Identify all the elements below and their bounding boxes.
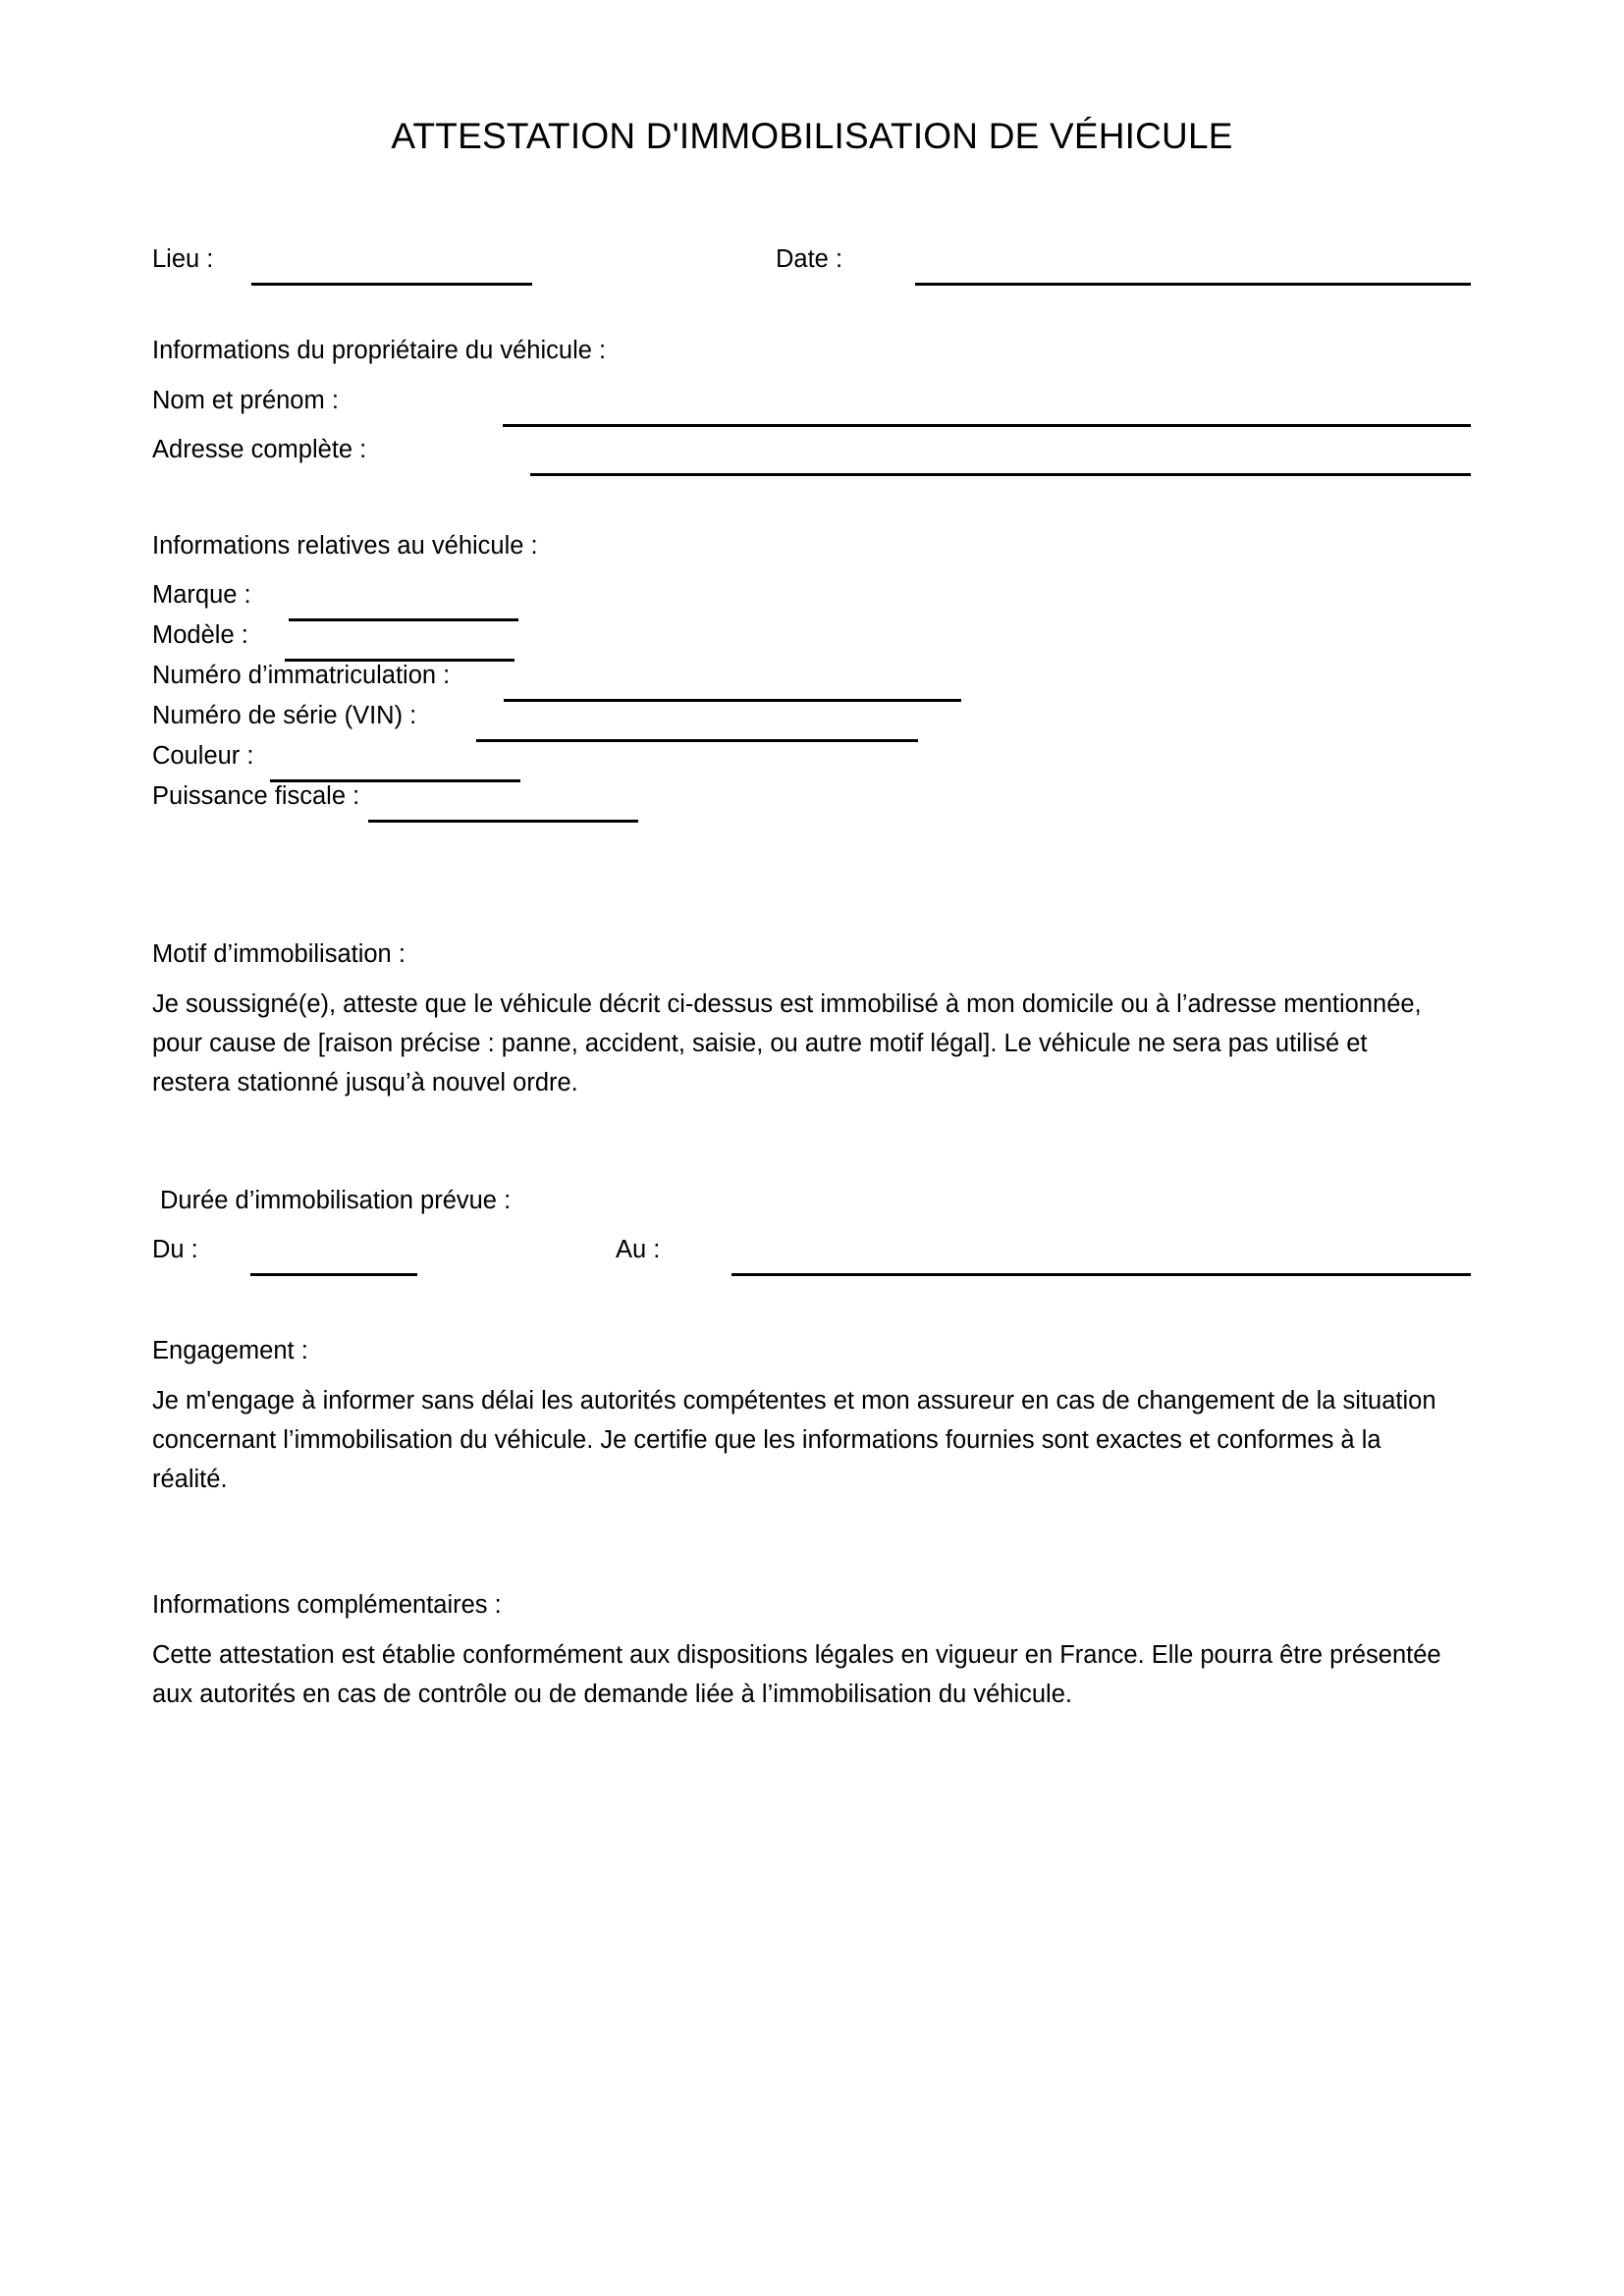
vehicle-vin-label: Numéro de série (VIN) : <box>152 702 417 729</box>
owner-section-heading: Informations du propriétaire du véhicule : <box>152 337 607 364</box>
additional-section-body: Cette attestation est établie conformément aux dispositions légales en vigueur en France. Elle pourra être présentée aux autorités en cas de contrôle ou de demande liée à l’immobilisation du véhicule. <box>152 1641 1441 1708</box>
place-label: Lieu : <box>152 245 214 273</box>
vehicle-vin-input-rule[interactable] <box>476 739 918 742</box>
owner-address-input-rule[interactable] <box>530 473 1471 476</box>
vehicle-registration-input-rule[interactable] <box>504 699 961 702</box>
vehicle-color-label: Couleur : <box>152 742 254 770</box>
owner-name-input-rule[interactable] <box>503 424 1471 427</box>
duration-section-heading: Durée d’immobilisation prévue : <box>160 1187 512 1214</box>
commitment-section-heading: Engagement : <box>152 1337 308 1364</box>
duration-from-label: Du : <box>152 1236 198 1263</box>
owner-address-label: Adresse complète : <box>152 436 367 463</box>
vehicle-model-label: Modèle : <box>152 621 248 649</box>
reason-section-heading: Motif d’immobilisation : <box>152 940 406 968</box>
owner-name-label: Nom et prénom : <box>152 387 339 414</box>
duration-from-input-rule[interactable] <box>250 1273 417 1276</box>
vehicle-brand-label: Marque : <box>152 581 251 609</box>
additional-section-heading: Informations complémentaires : <box>152 1591 502 1619</box>
vehicle-brand-input-rule[interactable] <box>289 618 518 621</box>
place-input-rule[interactable] <box>251 283 532 286</box>
reason-section-body: Je soussigné(e), atteste que le véhicule décrit ci-dessus est immobilisé à mon domicile ou à l’adresse mentionnée, pour cause de [raison précise : panne, accident, saisie, ou autre motif légal]. Le véhicule ne sera pas utilisé et restera stationné jusqu’à nouvel ordre. <box>152 990 1422 1096</box>
vehicle-fiscal-power-input-rule[interactable] <box>368 820 638 823</box>
date-input-rule[interactable] <box>915 283 1471 286</box>
commitment-section-body: Je m'engage à informer sans délai les autorités compétentes et mon assureur en cas de changement de la situation concernant l’immobilisation du véhicule. Je certifie que les informations fournies sont exactes et conformes à la réalité. <box>152 1387 1436 1493</box>
vehicle-registration-label: Numéro d’immatriculation : <box>152 662 451 689</box>
vehicle-fiscal-power-label: Puissance fiscale : <box>152 782 360 810</box>
page-title: ATTESTATION D'IMMOBILISATION DE VÉHICULE <box>391 116 1233 156</box>
date-label: Date : <box>776 245 843 273</box>
duration-to-input-rule[interactable] <box>731 1273 1471 1276</box>
vehicle-section-heading: Informations relatives au véhicule : <box>152 532 538 560</box>
duration-to-label: Au : <box>616 1236 661 1263</box>
